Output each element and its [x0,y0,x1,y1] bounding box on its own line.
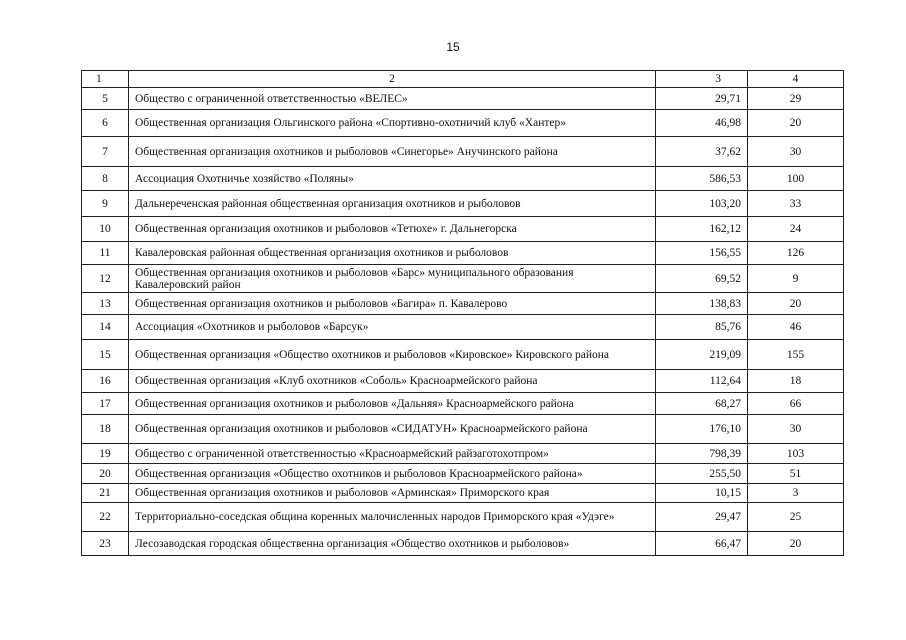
area-value-cell: 85,76 [656,315,748,340]
quota-value-cell: 29 [748,88,844,110]
row-number-cell: 15 [82,340,129,370]
row-number-cell: 17 [82,393,129,415]
table-row [82,503,844,532]
area-value-cell: 29,47 [656,503,748,532]
organization-name-cell: Общественная организация «Клуб охотников «Соболь» Красноармейского района [129,370,656,393]
organization-name-cell: Общественная организация охотников и рыболовов «Багира» п. Кавалерово [129,293,656,315]
quota-value-cell: 30 [748,137,844,167]
table-row [82,464,844,484]
organization-name-cell: Общественная организация Ольгинского района «Спортивно-охотничий клуб «Хантер» [129,110,656,137]
table-header-row [82,71,844,88]
table-row [82,265,844,293]
row-number-cell: 21 [82,484,129,503]
row-number-cell: 20 [82,464,129,484]
row-number-cell: 18 [82,415,129,444]
area-value-cell: 255,50 [656,464,748,484]
quota-value-cell: 155 [748,340,844,370]
organization-name-cell: Общественная организация «Общество охотников и рыболовов Красноармейского района» [129,464,656,484]
table-row [82,340,844,370]
quota-value-cell: 51 [748,464,844,484]
table-row [82,88,844,110]
row-number-cell: 23 [82,532,129,556]
area-value-cell: 112,64 [656,370,748,393]
table-body [82,71,844,556]
row-number-cell: 7 [82,137,129,167]
row-number-cell: 12 [82,265,129,293]
header-col-3: 3 [656,71,748,88]
area-value-cell: 138,83 [656,293,748,315]
header-col-2: 2 [129,71,656,88]
organization-name-cell: Общество с ограниченной ответственностью «Красноармейский райзаготохотпром» [129,444,656,464]
area-value-cell: 162,12 [656,217,748,242]
quota-value-cell: 33 [748,191,844,217]
table-row [82,415,844,444]
area-value-cell: 68,27 [656,393,748,415]
table-row [82,293,844,315]
quota-value-cell: 46 [748,315,844,340]
organization-name-cell: Дальнереченская районная общественная организация охотников и рыболовов [129,191,656,217]
table-row [82,137,844,167]
organization-name-cell: Общественная организация охотников и рыболовов «Синегорье» Анучинского района [129,137,656,167]
quota-value-cell: 20 [748,293,844,315]
area-value-cell: 176,10 [656,415,748,444]
organization-name-cell: Ассоциация «Охотников и рыболовов «Барсук» [129,315,656,340]
area-value-cell: 10,15 [656,484,748,503]
area-value-cell: 219,09 [656,340,748,370]
area-value-cell: 69,52 [656,265,748,293]
area-value-cell: 156,55 [656,242,748,265]
hunting-grounds-table [81,70,844,556]
organization-name-cell: Общественная организация охотников и рыболовов «Арминская» Приморского края [129,484,656,503]
quota-value-cell: 66 [748,393,844,415]
quota-value-cell: 25 [748,503,844,532]
quota-value-cell: 3 [748,484,844,503]
table-row [82,110,844,137]
row-number-cell: 13 [82,293,129,315]
row-number-cell: 9 [82,191,129,217]
area-value-cell: 29,71 [656,88,748,110]
table-row [82,532,844,556]
quota-value-cell: 100 [748,167,844,191]
row-number-cell: 8 [82,167,129,191]
row-number-cell: 22 [82,503,129,532]
organization-name-cell: Территориально-соседская община коренных малочисленных народов Приморского края «Удэге» [129,503,656,532]
area-value-cell: 37,62 [656,137,748,167]
organization-name-cell: Кавалеровская районная общественная организация охотников и рыболовов [129,242,656,265]
quota-value-cell: 9 [748,265,844,293]
row-number-cell: 19 [82,444,129,464]
table-row [82,393,844,415]
organization-name-cell: Общественная организация охотников и рыболовов «Барс» муниципального образования Кавалеровский район [129,265,656,293]
quota-value-cell: 18 [748,370,844,393]
area-value-cell: 66,47 [656,532,748,556]
table-row [82,217,844,242]
table-row [82,370,844,393]
row-number-cell: 10 [82,217,129,242]
row-number-cell: 5 [82,88,129,110]
table-row [82,315,844,340]
header-col-4: 4 [748,71,844,88]
area-value-cell: 798,39 [656,444,748,464]
quota-value-cell: 24 [748,217,844,242]
organization-name-cell: Лесозаводская городская общественна организация «Общество охотников и рыболовов» [129,532,656,556]
organization-name-cell: Ассоциация Охотничье хозяйство «Поляны» [129,167,656,191]
quota-value-cell: 30 [748,415,844,444]
table-row [82,484,844,503]
organization-name-cell: Общественная организация охотников и рыболовов «Тетюхе» г. Дальнегорска [129,217,656,242]
page-number: 15 [446,40,460,54]
organization-name-cell: Общественная организация охотников и рыболовов «СИДАТУН» Красноармейского района [129,415,656,444]
table-row [82,242,844,265]
row-number-cell: 6 [82,110,129,137]
area-value-cell: 586,53 [656,167,748,191]
quota-value-cell: 126 [748,242,844,265]
header-col-1: 1 [82,71,129,88]
table-row [82,167,844,191]
table-row [82,191,844,217]
area-value-cell: 103,20 [656,191,748,217]
row-number-cell: 11 [82,242,129,265]
organization-name-cell: Общество с ограниченной ответственностью «ВЕЛЕС» [129,88,656,110]
area-value-cell: 46,98 [656,110,748,137]
quota-value-cell: 103 [748,444,844,464]
organization-name-cell: Общественная организация охотников и рыболовов «Дальняя» Красноармейского района [129,393,656,415]
table-row [82,444,844,464]
quota-value-cell: 20 [748,532,844,556]
row-number-cell: 16 [82,370,129,393]
quota-value-cell: 20 [748,110,844,137]
row-number-cell: 14 [82,315,129,340]
organization-name-cell: Общественная организация «Общество охотников и рыболовов «Кировское» Кировского района [129,340,656,370]
